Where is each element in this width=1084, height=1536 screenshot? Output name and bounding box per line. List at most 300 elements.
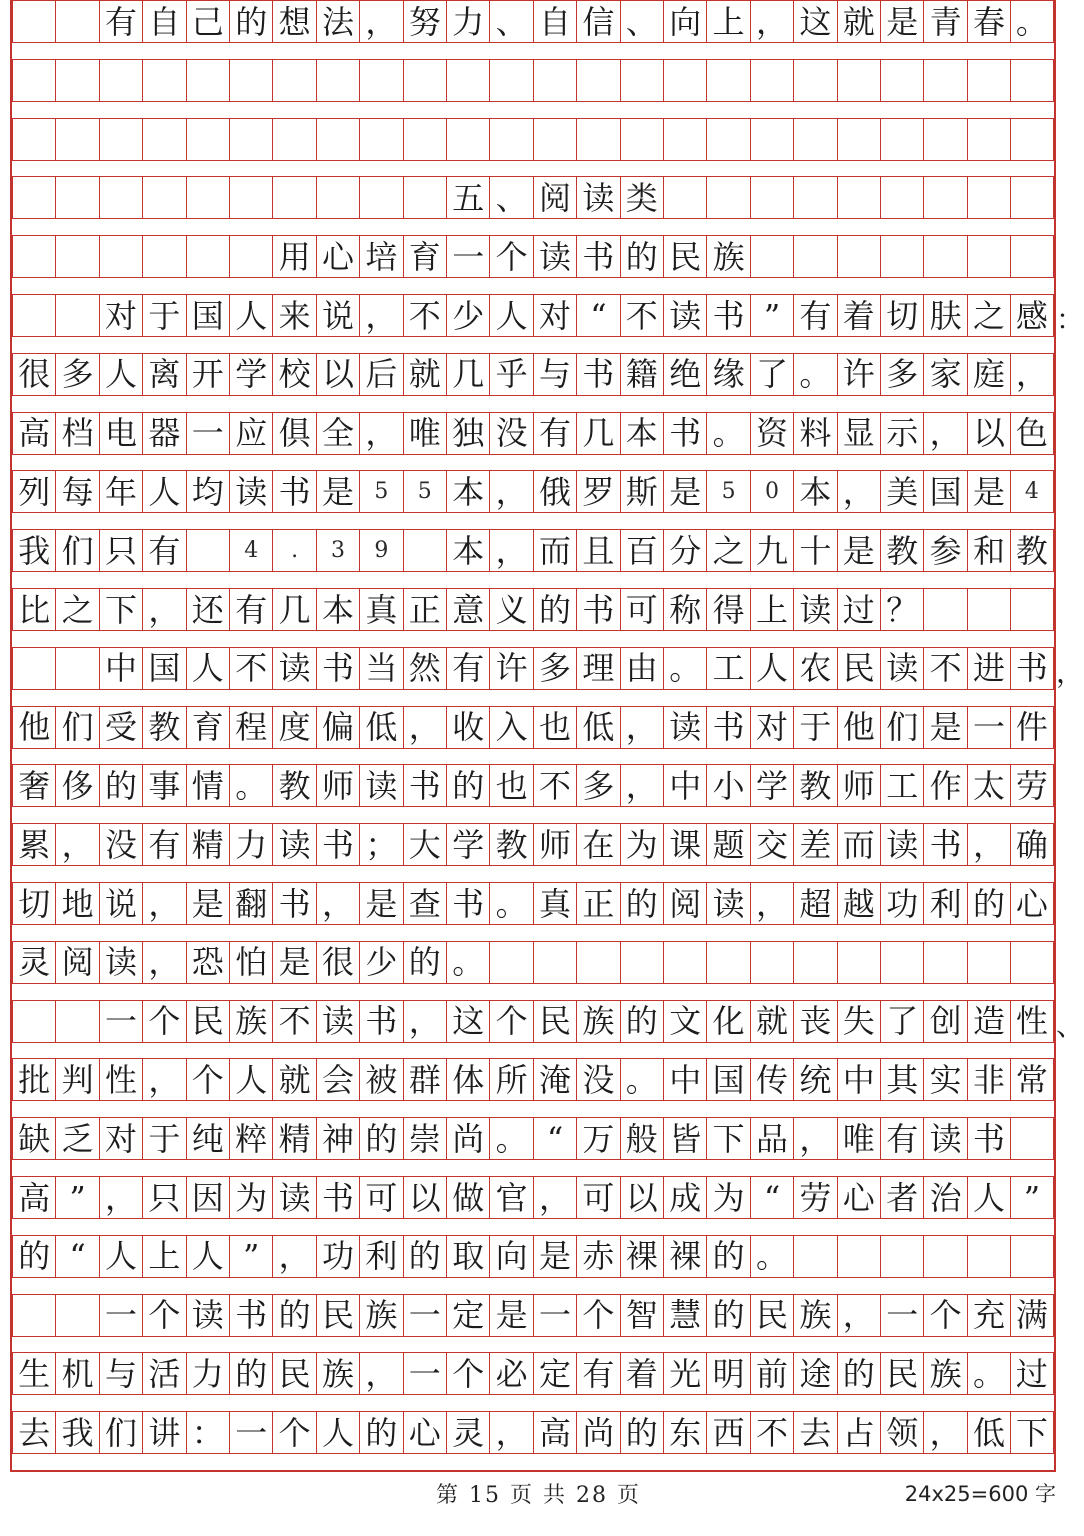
grid-cell: 情: [186, 764, 229, 807]
grid-cell: 性: [99, 1058, 142, 1101]
grid-cell: 且: [576, 529, 619, 572]
grid-cell: 民: [837, 647, 880, 690]
grid-cell: 。: [489, 1117, 532, 1160]
grid-cell: ；: [359, 823, 402, 866]
grid-cell: 们: [880, 706, 923, 749]
grid-cell: [533, 941, 576, 984]
grid-cell: [55, 647, 98, 690]
grid-cell: 取: [446, 1235, 489, 1278]
grid-cell: 一: [403, 1352, 446, 1395]
grid-cell: 意: [446, 588, 489, 631]
grid-cell: 比: [12, 588, 55, 631]
grid-cell: 是: [186, 882, 229, 925]
grid-cell: [12, 1000, 55, 1043]
grid-cell: 的: [359, 1117, 402, 1160]
grid-cell: ，: [837, 470, 880, 513]
grid-cell: 人: [99, 353, 142, 396]
grid-cell: ，: [489, 529, 532, 572]
grid-cell: 正: [403, 588, 446, 631]
grid-cell: 阅: [533, 176, 576, 219]
grid-cell: 有: [576, 1352, 619, 1395]
grid-cell: 几: [446, 353, 489, 396]
grid-cell: ，: [533, 1176, 576, 1219]
grid-cell: 民: [316, 1294, 359, 1337]
grid-cell: 可: [620, 588, 663, 631]
grid-cell: 想: [272, 0, 315, 43]
grid-cell: [793, 941, 836, 984]
grid-cell: 书: [272, 470, 315, 513]
grid-cell: 有: [446, 647, 489, 690]
grid-cell: 实: [923, 1058, 966, 1101]
grid-cell: 一: [99, 1000, 142, 1043]
grid-cell: 定: [446, 1294, 489, 1337]
grid-cell: 十: [793, 529, 836, 572]
grid-cell: 教: [880, 529, 923, 572]
grid-cell: 因: [186, 1176, 229, 1219]
grid-cell: ，: [142, 941, 185, 984]
grid-cell: 列: [12, 470, 55, 513]
grid-cell: 的: [967, 882, 1010, 925]
grid-cell: 体: [446, 1058, 489, 1101]
grid-cell: 也: [489, 764, 532, 807]
grid-cell: 书: [1010, 647, 1053, 690]
grid-cell: [55, 1000, 98, 1043]
grid-cell: 了: [880, 1000, 923, 1043]
grid-cell: 越: [837, 882, 880, 925]
grid-cell: 本: [446, 529, 489, 572]
grid-cell: 人: [186, 1235, 229, 1278]
grid-cell: 性: [1010, 1000, 1053, 1043]
grid-cell: 上: [142, 1235, 185, 1278]
grid-cell: 去: [12, 1411, 55, 1454]
grid-cell: 为: [620, 823, 663, 866]
grid-cell: 非: [967, 1058, 1010, 1101]
grid-cell: 途: [793, 1352, 836, 1395]
grid-cell: [706, 59, 749, 102]
grid-cell: 不: [403, 294, 446, 337]
grid-row: [12, 588, 1054, 648]
grid-cell: 少: [359, 941, 402, 984]
grid-cell: 族: [706, 235, 749, 278]
grid-cell: 造: [967, 1000, 1010, 1043]
grid-cell: 可: [359, 1176, 402, 1219]
grid-cell: 之: [55, 588, 98, 631]
grid-cell: 不: [229, 647, 272, 690]
grid-cell: [12, 647, 55, 690]
grid-cell: [489, 59, 532, 102]
grid-cell: 交: [750, 823, 793, 866]
grid-cell: 利: [923, 882, 966, 925]
grid-cell: 离: [142, 353, 185, 396]
grid-cell: 己: [186, 0, 229, 43]
grid-cell: 东: [663, 1411, 706, 1454]
grid-cell: 书: [967, 1117, 1010, 1160]
grid-cell: 本: [316, 588, 359, 631]
grid-cell: 为: [229, 1176, 272, 1219]
grid-cell: 师: [533, 823, 576, 866]
grid-cell: 几: [576, 412, 619, 455]
grid-cell: 多: [880, 353, 923, 396]
grid-cell: 示: [880, 412, 923, 455]
grid-cell: ，: [142, 882, 185, 925]
grid-cell: 了: [750, 353, 793, 396]
grid-cell: [1010, 118, 1053, 161]
grid-cell: 独: [446, 412, 489, 455]
grid-cell: 智: [620, 1294, 663, 1337]
grid-cell: 。: [489, 882, 532, 925]
margin-punctuation: ：: [1056, 303, 1084, 336]
grid-cell: [142, 235, 185, 278]
grid-cell: 功: [880, 882, 923, 925]
grid-cell: 读: [880, 823, 923, 866]
grid-cell: 没: [99, 823, 142, 866]
grid-cell: [1010, 1235, 1053, 1278]
grid-cell: 品: [750, 1117, 793, 1160]
grid-cell: [1010, 941, 1053, 984]
grid-cell: 绝: [663, 353, 706, 396]
grid-cell: ，: [923, 1411, 966, 1454]
grid-cell: [1010, 176, 1053, 219]
grid-cell: ，: [142, 588, 185, 631]
grid-cell: 的: [620, 1000, 663, 1043]
grid-cell: 青: [923, 0, 966, 43]
grid-cell: 读: [99, 941, 142, 984]
grid-cell: 校: [272, 353, 315, 396]
grid-cell: ，: [55, 823, 98, 866]
grid-cell: 是: [967, 470, 1010, 513]
grid-cell: [272, 59, 315, 102]
grid-row: [12, 1352, 1054, 1412]
grid-cell: [750, 941, 793, 984]
grid-cell: [446, 59, 489, 102]
grid-cell: 向: [489, 1235, 532, 1278]
grid-cell: 着: [837, 294, 880, 337]
grid-row: [12, 1294, 1054, 1354]
grid-cell: 9: [359, 529, 402, 572]
grid-cell: “: [576, 294, 619, 337]
grid-cell: 必: [489, 1352, 532, 1395]
grid-cell: 很: [316, 941, 359, 984]
composition-grid-sheet: [10, 0, 1084, 1472]
grid-cell: [1010, 235, 1053, 278]
grid-cell: 是: [837, 529, 880, 572]
grid-cell: 占: [837, 1411, 880, 1454]
grid-cell: 族: [316, 1352, 359, 1395]
grid-cell: [316, 118, 359, 161]
grid-cell: 群: [403, 1058, 446, 1101]
grid-cell: 族: [576, 1000, 619, 1043]
grid-cell: 庭: [967, 353, 1010, 396]
grid-cell: 充: [967, 1294, 1010, 1337]
grid-cell: ，: [359, 412, 402, 455]
grid-cell: ，: [403, 1000, 446, 1043]
grid-cell: 有: [99, 0, 142, 43]
grid-row: [12, 1000, 1084, 1060]
grid-cell: 。: [750, 1235, 793, 1278]
grid-cell: 入: [489, 706, 532, 749]
grid-cell: [793, 176, 836, 219]
grid-cell: 后: [359, 353, 402, 396]
grid-cell: 书: [446, 882, 489, 925]
grid-cell: 怕: [229, 941, 272, 984]
grid-cell: 粹: [229, 1117, 272, 1160]
grid-cell: [837, 176, 880, 219]
grid-cell: 读: [359, 764, 402, 807]
grid-cell: 肤: [923, 294, 966, 337]
grid-cell: 书: [316, 1176, 359, 1219]
grid-cell: [923, 176, 966, 219]
grid-cell: 低: [359, 706, 402, 749]
grid-cell: 电: [99, 412, 142, 455]
grid-cell: [12, 118, 55, 161]
grid-cell: 个: [186, 1058, 229, 1101]
grid-cell: 读: [533, 235, 576, 278]
grid-cell: 课: [663, 823, 706, 866]
grid-cell: 自: [142, 0, 185, 43]
grid-cell: 低: [576, 706, 619, 749]
grid-cell: [55, 235, 98, 278]
grid-cell: [186, 529, 229, 572]
grid-cell: 查: [403, 882, 446, 925]
grid-cell: 在: [576, 823, 619, 866]
grid-cell: 奢: [12, 764, 55, 807]
grid-cell: [12, 1294, 55, 1337]
grid-cell: 太: [967, 764, 1010, 807]
grid-cell: [99, 235, 142, 278]
grid-cell: 籍: [620, 353, 663, 396]
grid-cell: 成: [663, 1176, 706, 1219]
grid-cell: 以: [967, 412, 1010, 455]
grid-cell: 高: [12, 1176, 55, 1219]
grid-cell: 皆: [663, 1117, 706, 1160]
grid-cell: 许: [489, 647, 532, 690]
grid-cell: 少: [446, 294, 489, 337]
grid-cell: 教: [1010, 529, 1053, 572]
grid-cell: 3: [316, 529, 359, 572]
grid-cell: [837, 59, 880, 102]
grid-cell: [837, 235, 880, 278]
grid-cell: 一: [446, 235, 489, 278]
grid-cell: 不: [923, 647, 966, 690]
grid-cell: 尚: [576, 1411, 619, 1454]
grid-cell: 批: [12, 1058, 55, 1101]
grid-cell: 淹: [533, 1058, 576, 1101]
grid-cell: 做: [446, 1176, 489, 1219]
grid-cell: ，: [620, 764, 663, 807]
grid-row: [12, 470, 1054, 530]
grid-cell: 书: [706, 706, 749, 749]
grid-row: [12, 529, 1054, 589]
grid-cell: 义: [489, 588, 532, 631]
grid-cell: 万: [576, 1117, 619, 1160]
grid-cell: 心: [1010, 882, 1053, 925]
grid-cell: 缘: [706, 353, 749, 396]
grid-cell: 。: [793, 353, 836, 396]
grid-cell: 工: [880, 764, 923, 807]
grid-cell: 的: [620, 235, 663, 278]
grid-cell: ”: [229, 1235, 272, 1278]
grid-cell: 不: [272, 1000, 315, 1043]
grid-row: [12, 176, 1054, 236]
grid-cell: 是: [359, 882, 402, 925]
grid-cell: 作: [923, 764, 966, 807]
grid-cell: 理: [576, 647, 619, 690]
grid-row: [12, 1058, 1054, 1118]
grid-cell: 统: [793, 1058, 836, 1101]
grid-cell: 斯: [620, 470, 663, 513]
grid-cell: 器: [142, 412, 185, 455]
grid-cell: [272, 118, 315, 161]
grid-cell: “: [750, 1176, 793, 1219]
grid-cell: 来: [272, 294, 315, 337]
grid-cell: 五: [446, 176, 489, 219]
grid-cell: [229, 59, 272, 102]
grid-cell: 人: [186, 647, 229, 690]
grid-cell: 乎: [489, 353, 532, 396]
grid-cell: [446, 118, 489, 161]
grid-cell: [99, 59, 142, 102]
grid-cell: 读: [272, 1176, 315, 1219]
grid-cell: 人: [229, 1058, 272, 1101]
grid-cell: 之: [706, 529, 749, 572]
grid-row: [12, 941, 1054, 1001]
grid-cell: 丧: [793, 1000, 836, 1043]
grid-cell: [1010, 1117, 1053, 1160]
grid-cell: 类: [620, 176, 663, 219]
grid-cell: [880, 235, 923, 278]
grid-cell: 、: [489, 176, 532, 219]
grid-cell: [55, 294, 98, 337]
grid-cell: ，: [967, 823, 1010, 866]
grid-cell: 一: [229, 1411, 272, 1454]
grid-cell: 治: [923, 1176, 966, 1219]
grid-cell: 得: [706, 588, 749, 631]
grid-cell: 和: [967, 529, 1010, 572]
grid-cell: ”: [750, 294, 793, 337]
grid-cell: 师: [316, 764, 359, 807]
grid-cell: [142, 59, 185, 102]
grid-cell: 确: [1010, 823, 1053, 866]
grid-cell: [620, 59, 663, 102]
grid-cell: 信: [576, 0, 619, 43]
grid-cell: 劳: [793, 1176, 836, 1219]
grid-cell: 读: [663, 706, 706, 749]
grid-cell: 有: [229, 588, 272, 631]
grid-cell: [576, 118, 619, 161]
grid-cell: 的: [229, 0, 272, 43]
grid-cell: 不: [750, 1411, 793, 1454]
grid-cell: 领: [880, 1411, 923, 1454]
grid-cell: 下: [1010, 1411, 1053, 1454]
grid-cell: 生: [12, 1352, 55, 1395]
grid-cell: 几: [272, 588, 315, 631]
margin-punctuation: ，: [1056, 655, 1084, 689]
grid-cell: 读: [663, 294, 706, 337]
grid-cell: [837, 941, 880, 984]
grid-cell: [12, 294, 55, 337]
grid-cell: 0: [750, 470, 793, 513]
grid-cell: 下: [99, 588, 142, 631]
grid-row: [12, 764, 1054, 824]
grid-cell: [837, 1235, 880, 1278]
grid-cell: 人: [316, 1411, 359, 1454]
grid-cell: 人: [99, 1235, 142, 1278]
grid-cell: 自: [533, 0, 576, 43]
grid-cell: [880, 1235, 923, 1278]
grid-cell: “: [55, 1235, 98, 1278]
grid-cell: 书: [576, 588, 619, 631]
grid-cell: 。: [663, 647, 706, 690]
grid-cell: 我: [12, 529, 55, 572]
grid-row: [12, 235, 1054, 295]
grid-cell: 崇: [403, 1117, 446, 1160]
grid-cell: [793, 235, 836, 278]
grid-cell: 国: [923, 470, 966, 513]
grid-cell: [316, 59, 359, 102]
grid-cell: ，: [793, 1117, 836, 1160]
grid-row: [12, 118, 1054, 178]
grid-cell: 读: [576, 176, 619, 219]
grid-cell: 对: [99, 294, 142, 337]
grid-cell: ，: [1010, 353, 1053, 396]
grid-row: [12, 882, 1054, 942]
grid-cell: 与: [533, 353, 576, 396]
grid-cell: 有: [142, 823, 185, 866]
grid-cell: 程: [229, 706, 272, 749]
grid-cell: 本: [620, 412, 663, 455]
grid-cell: 色: [1010, 412, 1053, 455]
grid-cell: 于: [142, 294, 185, 337]
grid-cell: 均: [186, 470, 229, 513]
grid-cell: [880, 118, 923, 161]
grid-cell: 书: [706, 294, 749, 337]
grid-cell: 教: [142, 706, 185, 749]
grid-cell: 、: [489, 0, 532, 43]
grid-cell: 着: [620, 1352, 663, 1395]
grid-cell: 于: [793, 706, 836, 749]
grid-cell: 光: [663, 1352, 706, 1395]
grid-cell: 读: [316, 1000, 359, 1043]
grid-cell: 学: [750, 764, 793, 807]
grid-cell: 很: [12, 353, 55, 396]
grid-cell: 民: [663, 235, 706, 278]
grid-cell: 书: [576, 353, 619, 396]
grid-cell: 。: [446, 941, 489, 984]
grid-cell: 神: [316, 1117, 359, 1160]
grid-cell: 书: [403, 764, 446, 807]
grid-cell: 他: [12, 706, 55, 749]
grid-cell: 缺: [12, 1117, 55, 1160]
grid-cell: 百: [620, 529, 663, 572]
grid-cell: 受: [99, 706, 142, 749]
grid-cell: 个: [489, 1000, 532, 1043]
grid-cell: 感: [1010, 294, 1053, 337]
grid-cell: 心: [837, 1176, 880, 1219]
grid-cell: 与: [99, 1352, 142, 1395]
grid-cell: 低: [967, 1411, 1010, 1454]
grid-cell: 的: [229, 1352, 272, 1395]
grid-cell: 书: [229, 1294, 272, 1337]
grid-cell: 每: [55, 470, 98, 513]
grid-cell: 慧: [663, 1294, 706, 1337]
grid-cell: 不: [533, 764, 576, 807]
grid-cell: 功: [316, 1235, 359, 1278]
grid-cell: 一: [967, 706, 1010, 749]
grid-cell: 文: [663, 1000, 706, 1043]
grid-cell: 读: [706, 882, 749, 925]
grid-cell: 侈: [55, 764, 98, 807]
grid-cell: [12, 0, 55, 43]
